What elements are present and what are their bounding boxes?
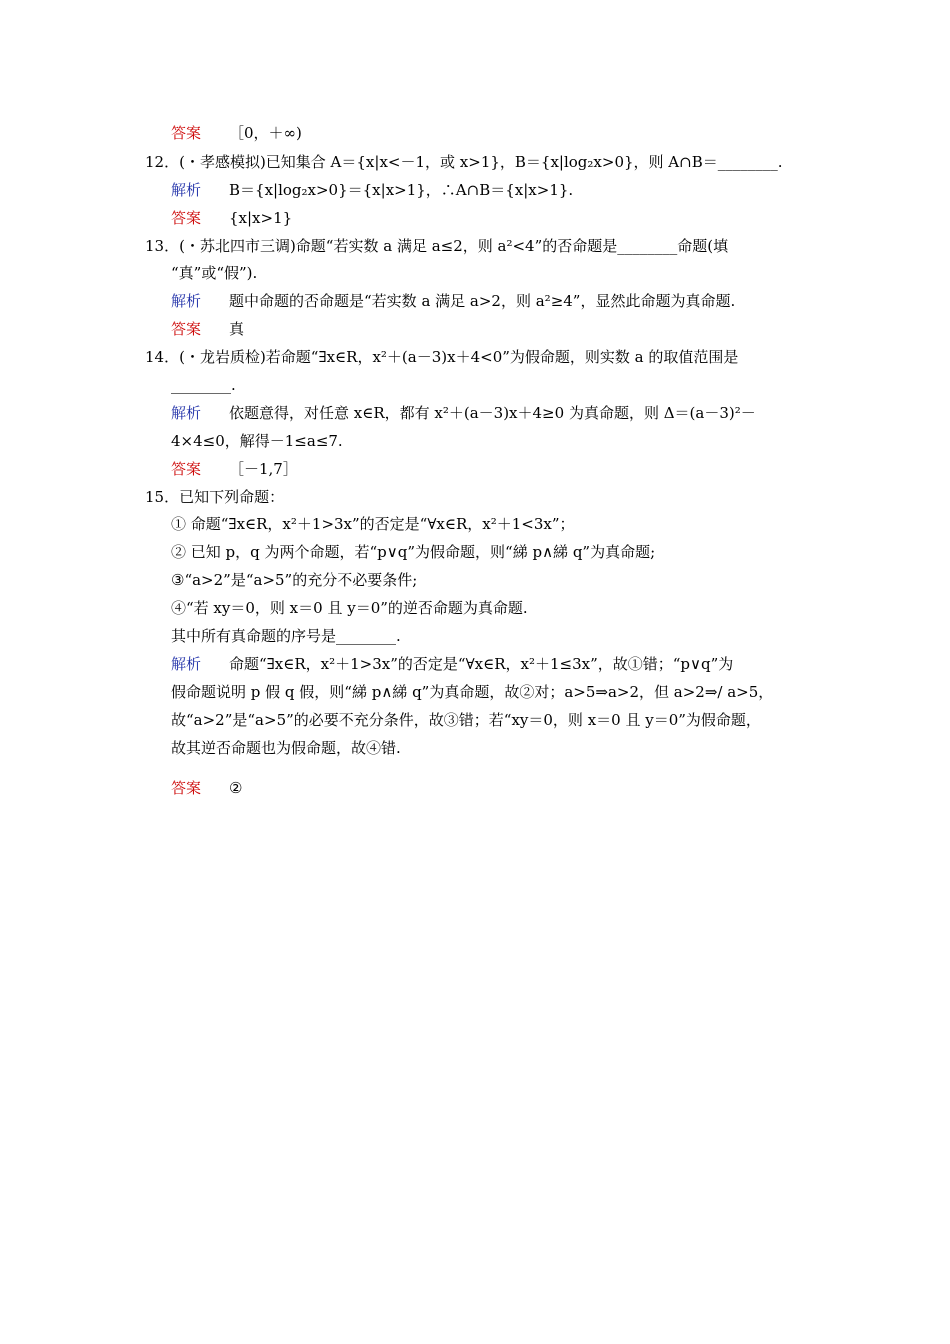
statement-3: ③“a>2”是“a>5”的充分不必要条件; (171, 571, 418, 589)
analysis-text: 命题“∃x∈R，x²＋1>3x”的否定是“∀x∈R，x²＋1≤3x”，故①错；“p∨q”为 (229, 655, 734, 673)
answer-label: 答案 (171, 124, 202, 142)
analysis-text: 题中命题的否命题是“若实数 a 满足 a>2，则 a²≥4”，显然此命题为真命题. (229, 292, 736, 310)
analysis-text: 依题意得，对任意 x∈R，都有 x²＋(a－3)x＋4≥0 为真命题，则 Δ＝(a－3)²－ (229, 404, 756, 422)
answer-line (171, 319, 244, 339)
answer-label: 答案 (171, 779, 202, 797)
analysis-text: 4×4≤0，解得－1≤a≤7. (171, 432, 343, 450)
statement-4: ④“若 xy＝0，则 x＝0 且 y＝0”的逆否命题为真命题. (171, 599, 528, 617)
question-14: 14．(・龙岩质检)若命题“∃x∈R，x²＋(a－3)x＋4<0”为假命题，则实数 a 的取值范围是 (145, 348, 739, 366)
analysis-text: 假命题说明 p 假 q 假，则“綈 p∧綈 q”为真命题，故②对；a>5⇒a>2，但 a>2⇒/ a>5， (171, 683, 774, 701)
analysis-line (171, 654, 733, 674)
answer-line (171, 208, 292, 228)
answer-line (171, 123, 302, 143)
question-13: 13．(・苏北四市三调)命题“若实数 a 满足 a≤2，则 a²<4”的否命题是________命题(填 (145, 237, 729, 255)
statement-1: ① 命题“∃x∈R，x²＋1>3x”的否定是“∀x∈R，x²＋1<3x”； (171, 515, 575, 533)
analysis-text: B＝{x|log₂x>0}＝{x|x>1}，∴A∩B＝{x|x>1}. (229, 181, 574, 199)
answer-label: 答案 (171, 209, 202, 227)
answer-text: ［－1,7］ (229, 460, 298, 478)
analysis-line (171, 291, 735, 311)
answer-text: ② (229, 779, 243, 797)
analysis-line (171, 403, 756, 423)
analysis-line (171, 180, 573, 200)
statement-2: ② 已知 p，q 为两个命题，若“p∨q”为假命题，则“綈 p∧綈 q”为真命题; (171, 543, 656, 561)
question-text: 其中所有真命题的序号是________. (171, 627, 401, 645)
answer-text: ［0，＋∞) (229, 124, 302, 142)
analysis-label: 解析 (171, 181, 202, 199)
analysis-label: 解析 (171, 292, 202, 310)
analysis-label: 解析 (171, 404, 202, 422)
answer-label: 答案 (171, 320, 202, 338)
analysis-text: 故其逆否命题也为假命题，故④错. (171, 739, 401, 757)
answer-text: {x|x>1} (229, 209, 293, 227)
question-15: 15．已知下列命题： (145, 488, 285, 506)
question-12: 12．(・孝感模拟)已知集合 A＝{x|x<－1，或 x>1}，B＝{x|log₂x>0}，则 A∩B＝________. (145, 153, 783, 171)
answer-label: 答案 (171, 460, 202, 478)
analysis-text: 故“a>2”是“a>5”的必要不充分条件，故③错；若“xy＝0，则 x＝0 且 y＝0”为假命题， (171, 711, 761, 729)
answer-line (171, 778, 242, 798)
question-text: “真”或“假”). (171, 264, 258, 282)
answer-text: 真 (229, 320, 245, 338)
answer-line (171, 459, 298, 479)
analysis-label: 解析 (171, 655, 202, 673)
question-text: ________. (171, 376, 236, 394)
